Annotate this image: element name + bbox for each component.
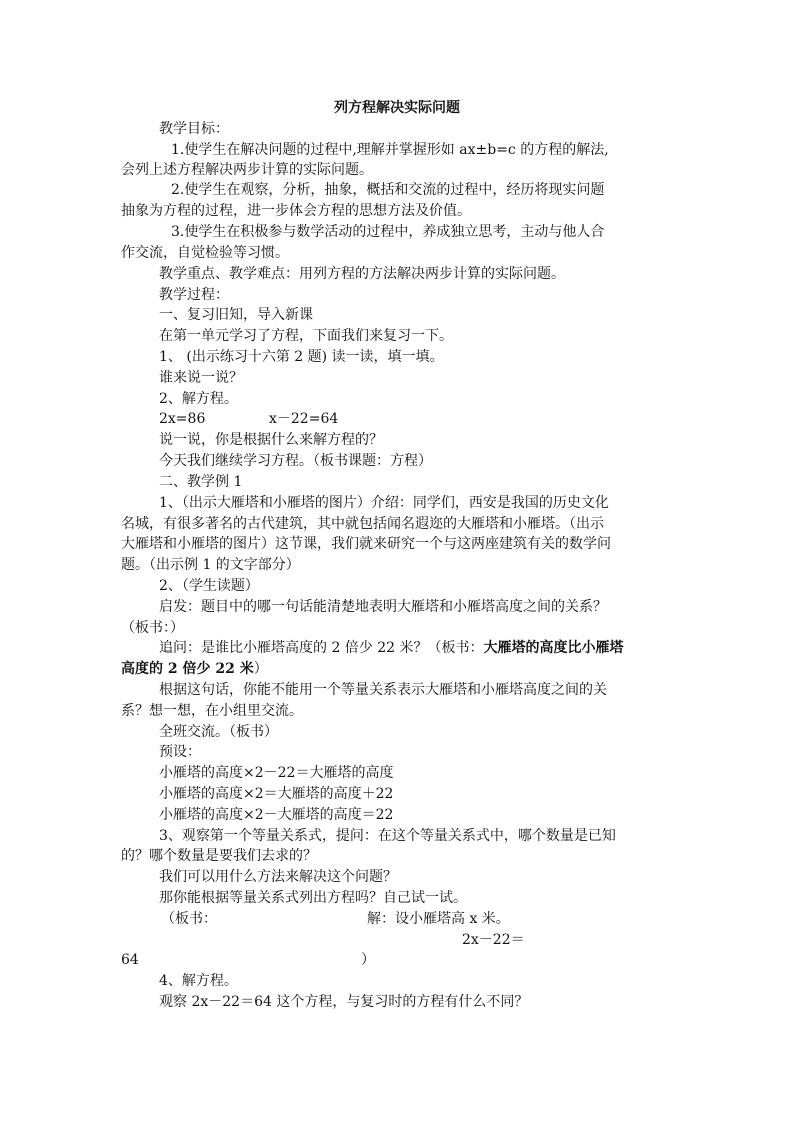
goal-3-line-1: 3.使学生在积极参与数学活动的过程中，养成独立思考，主动与他人合: [171, 224, 605, 240]
example-para-1-line-2: 名城，有很多著名的古代建筑，其中就包括闻名遐迩的大雁塔和小雁塔。（出示: [121, 516, 604, 532]
solution-label: 解：设小雁塔高 x 米。: [367, 911, 510, 927]
goals-heading: 教学目标：: [159, 121, 229, 137]
continue-line: 今天我们继续学习方程。（板书课题：方程）: [159, 453, 432, 469]
goal-1-line-2: 会列上述方程解决两步计算的实际问题。: [121, 162, 373, 178]
review-item-2: 2、解方程。: [159, 391, 238, 407]
solution-value: 64: [121, 952, 139, 968]
preset-label: 预设：: [159, 744, 201, 760]
goal-3-line-2: 作交流，自觉检验等习惯。: [121, 245, 289, 261]
observe-question: 观察 2x－22＝64 这个方程，与复习时的方程有什么不同？: [159, 994, 529, 1010]
write-equation-prompt: 那你能根据等量关系式列出方程吗？自己试一试。: [159, 890, 467, 906]
method-question: 我们可以用什么方法来解决这个问题？: [159, 869, 397, 885]
equation-1: 2x=86: [159, 411, 206, 427]
hint-line-1: 启发：题目中的哪一句话能清楚地表明大雁塔和小雁塔高度之间的关系？: [159, 599, 607, 615]
example-para-3-line-1: 3、观察第一个等量关系式，提问：在这个等量关系式中，哪个数量是已知: [159, 828, 616, 844]
example-para-1-line-1: 1、（出示大雁塔和小雁塔的图片）介绍：同学们，西安是我国的历史文化: [159, 495, 609, 511]
board-open: （板书：: [161, 911, 217, 927]
key-points: 教学重点、教学难点：用列方程的方法解决两步计算的实际问题。: [159, 266, 565, 282]
goal-2-line-1: 2.使学生在观察，分析，抽象，概括和交流的过程中，经历将现实问题: [171, 182, 605, 198]
example-para-3-line-2: 的？哪个数量是要我们去求的？: [121, 848, 317, 864]
example-para-4: 4、解方程。: [159, 973, 238, 989]
example-para-1-line-3: 大雁塔和小雁塔的图片）这节课，我们就来研究一个与这两座建筑有关的数学问: [121, 536, 611, 552]
relation-1: 小雁塔的高度×2－22＝大雁塔的高度: [159, 765, 394, 781]
followup-line-2: [121, 660, 268, 679]
hint-line-2: （板书：）: [121, 620, 184, 636]
process-heading: 教学过程：: [159, 287, 229, 303]
document-title: 列方程解决实际问题: [334, 100, 460, 116]
example-para-2: 2、（学生读题）: [159, 578, 259, 594]
review-item-1-question: 谁来说一说？: [159, 370, 243, 386]
followup-close: ）: [253, 661, 268, 677]
review-item-2-question: 说一说，你是根据什么来解方程的？: [159, 432, 383, 448]
equation-2: x－22=64: [269, 411, 339, 427]
goal-2-line-2: 抽象为方程的过程，进一步体会方程的思想方法及价值。: [121, 203, 471, 219]
goal-1-line-1: 1.使学生在解决问题的过程中,理解并掌握形如 ax±b=c 的方程的解法,: [171, 142, 609, 158]
followup-bold-text-1: 大雁塔的高度比小雁塔: [483, 640, 624, 656]
solution-equation: 2x－22＝: [462, 932, 525, 948]
section-2-heading: 二、教学例 1: [159, 474, 243, 490]
followup-line-1: [159, 639, 624, 658]
relation-2: 小雁塔的高度×2＝大雁塔的高度＋22: [159, 786, 394, 802]
followup-bold-text-2: 高度的 2 倍少 22 米: [121, 661, 254, 677]
relation-line-1: 根据这句话，你能不能用一个等量关系表示大雁塔和小雁塔高度之间的关: [159, 682, 607, 698]
board-close: ）: [361, 952, 375, 968]
relation-3: 小雁塔的高度×2－大雁塔的高度＝22: [159, 807, 394, 823]
section-1-heading: 一、复习旧知，导入新课: [159, 307, 313, 323]
class-share: 全班交流。（板书）: [159, 724, 278, 740]
followup-text: 追问：是谁比小雁塔高度的 2 倍少 22 米？（板书：: [159, 640, 484, 656]
relation-line-2: 系？想一想，在小组里交流。: [121, 703, 303, 719]
review-item-1: 1、 (出示练习十六第 2 题) 读一读，填一填。: [159, 349, 444, 365]
example-para-1-line-4: 题。（出示例 1 的文字部分）: [121, 557, 300, 573]
section-1-intro: 在第一单元学习了方程，下面我们来复习一下。: [159, 328, 453, 344]
